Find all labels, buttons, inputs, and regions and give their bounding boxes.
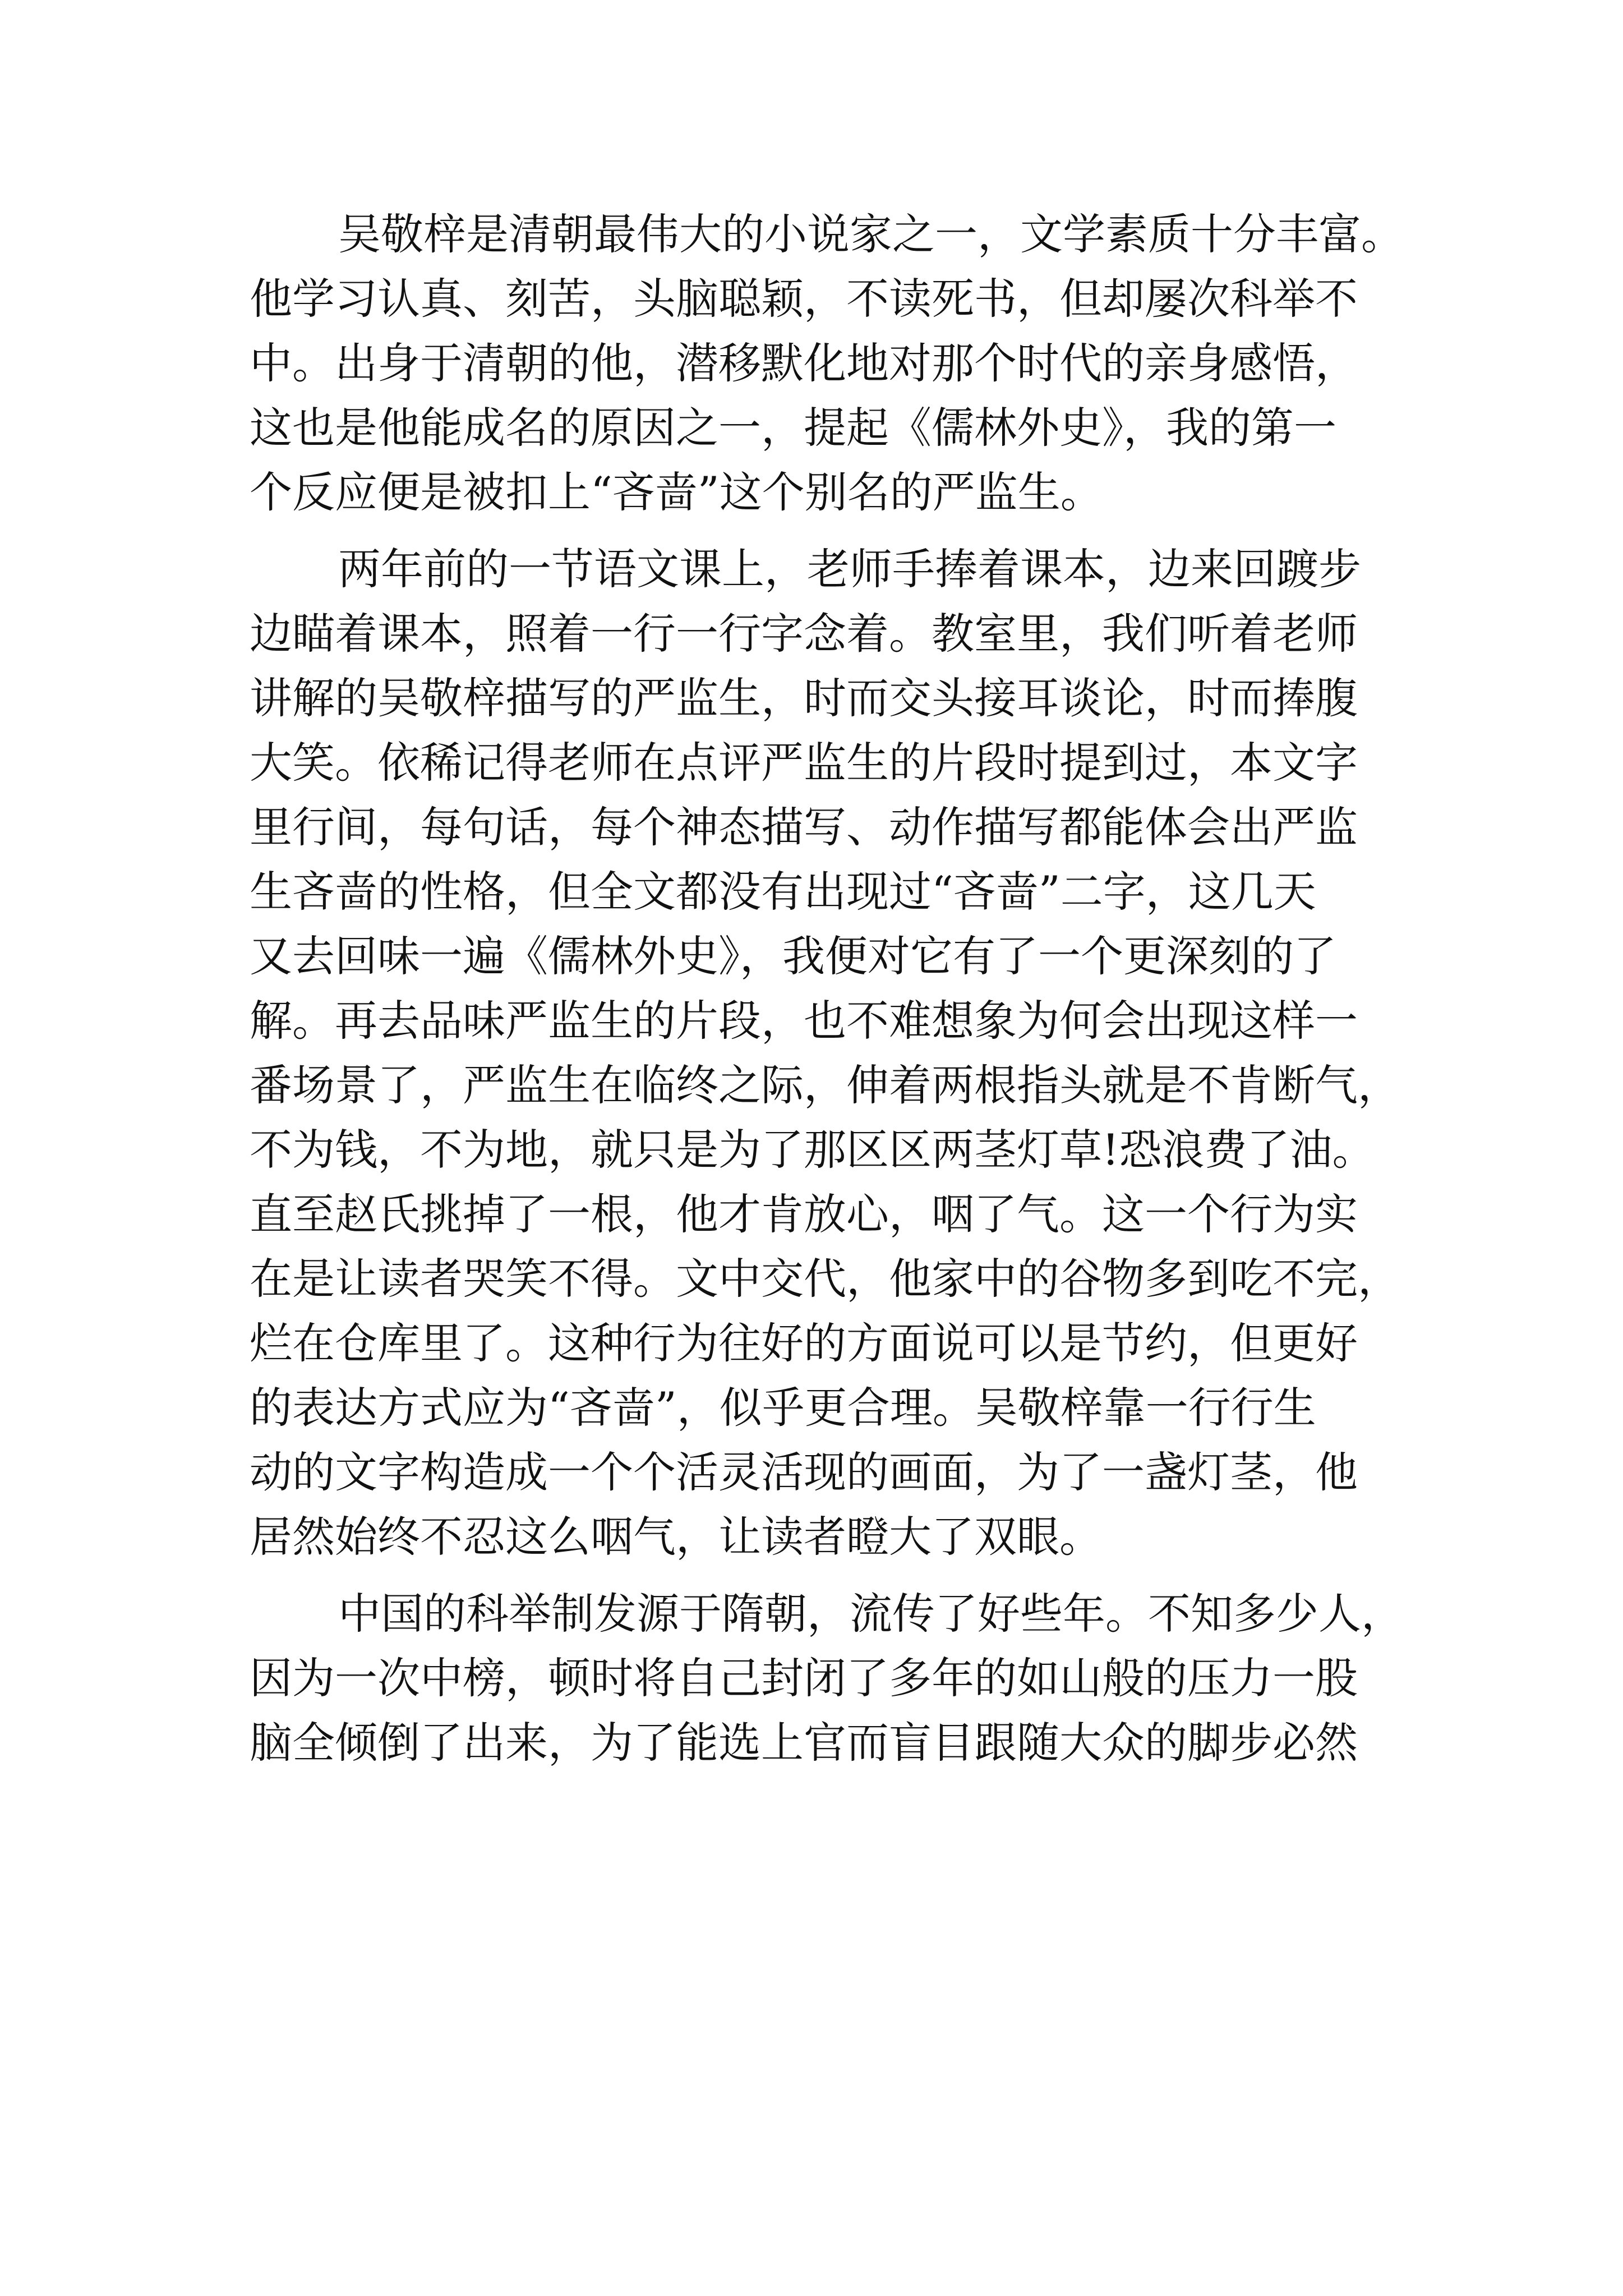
text-line: 番场景了，严监生在临终之际，伸着两根指头就是不肯断气， xyxy=(250,1060,1400,1110)
text-line: 中。出身于清朝的他，潜移默化地对那个时代的亲身感悟， xyxy=(250,338,1358,388)
text-line: 他学习认真、刻苦，头脑聪颖，不读死书，但却屡次科举不 xyxy=(250,274,1358,324)
paragraph-spacer xyxy=(250,1569,1405,1581)
text-line: 这也是他能成名的原因之一，提起《儒林外史》，我的第一 xyxy=(250,403,1336,453)
text-line: 的表达方式应为“吝啬”，似乎更合理。吴敬梓靠一行行生 xyxy=(250,1383,1316,1433)
text-line: 边瞄着课本，照着一行一行字念着。教室里，我们听着老师 xyxy=(250,609,1358,659)
text-line: 动的文字构造成一个个活灵活现的画面，为了一盏灯茎，他 xyxy=(250,1447,1358,1497)
text-line: 居然始终不忍这么咽气，让读者瞪大了双眼。 xyxy=(250,1512,1102,1562)
text-line: 两年前的一节语文课上，老师手捧着课本，边来回踱步 xyxy=(338,544,1361,594)
paragraph-1 xyxy=(250,202,1405,524)
paragraph-3 xyxy=(250,1581,1405,1775)
paragraph-2 xyxy=(250,537,1405,1569)
text-line: 又去回味一遍《儒林外史》，我便对它有了一个更深刻的了 xyxy=(250,931,1336,981)
essay-body xyxy=(250,202,1405,1775)
text-line: 解。再去品味严监生的片段，也不难想象为何会出现这样一 xyxy=(250,996,1358,1046)
text-line: 不为钱，不为地，就只是为了那区区两茎灯草!恐浪费了油。 xyxy=(250,1125,1375,1175)
text-line: 讲解的吴敬梓描写的严监生，时而交头接耳谈论，时而捧腹 xyxy=(250,673,1358,723)
text-line: 吴敬梓是清朝最伟大的小说家之一，文学素质十分丰富。 xyxy=(338,209,1404,259)
text-line: 中国的科举制发源于隋朝，流传了好些年。不知多少人， xyxy=(338,1589,1404,1639)
text-line: 个反应便是被扣上“吝啬”这个别名的严监生。 xyxy=(250,467,1103,517)
text-line: 因为一次中榜，顿时将自己封闭了多年的如山般的压力一股 xyxy=(250,1653,1358,1703)
text-line: 大笑。依稀记得老师在点评严监生的片段时提到过，本文字 xyxy=(250,738,1358,788)
text-line: 在是让读者哭笑不得。文中交代，他家中的谷物多到吃不完， xyxy=(250,1254,1400,1304)
text-line: 里行间，每句话，每个神态描写、动作描写都能体会出严监 xyxy=(250,802,1358,852)
text-line: 生吝啬的性格，但全文都没有出现过“吝啬”二字，这几天 xyxy=(250,867,1316,917)
text-line: 直至赵氏挑掉了一根，他才肯放心，咽了气。这一个行为实 xyxy=(250,1189,1358,1239)
text-line: 烂在仓库里了。这种行为往好的方面说可以是节约，但更好 xyxy=(250,1318,1358,1368)
text-line: 脑全倾倒了出来，为了能选上官而盲目跟随大众的脚步必然 xyxy=(250,1718,1358,1768)
paragraph-spacer xyxy=(250,524,1405,537)
